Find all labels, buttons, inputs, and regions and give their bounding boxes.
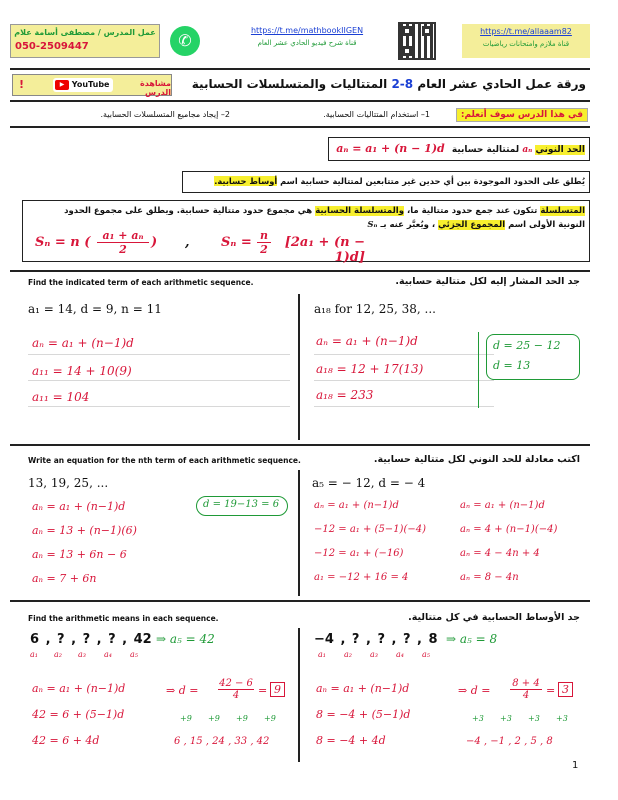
work-3a-line-1: aₙ = a₁ + (n−1)d [32, 682, 126, 695]
problem-3b-sub-3: a₃ [370, 650, 378, 659]
series-definition [22, 200, 590, 265]
work-3b-line-2: 8 = −4 + (5−1)d [316, 708, 411, 721]
watch-lesson-label[interactable]: مشاهدة الدرس [140, 79, 171, 97]
work-3a-d-result: 9 [270, 682, 285, 697]
rule [28, 354, 290, 355]
rule [314, 406, 494, 407]
work-2b-line-1: aₙ = a₁ + (n−1)d [314, 500, 399, 511]
problem-3b-sub-2: a₂ [344, 650, 352, 659]
work-3a-step-2: +9 [208, 714, 220, 723]
work-1b-line-1: aₙ = a₁ + (n−1)d [316, 334, 418, 348]
problem-3a-sub-3: a₃ [78, 650, 86, 659]
series-text-5: ، ويُعبَّر عنه بـ [380, 220, 436, 230]
youtube-label: YouTube [71, 80, 110, 89]
series-text-2: والمتسلسلة الحسابية [315, 206, 404, 216]
partial-sum-formulas [35, 229, 365, 265]
section-3 [10, 602, 590, 762]
section-1-en: Find the indicated term of each arithmetic sequence. [28, 278, 254, 287]
problem-3a-sub-2: a₂ [54, 650, 62, 659]
work-3b-d-num: 8 + 4 [510, 678, 542, 690]
work-3b-d-result: 3 [558, 682, 573, 697]
series-text-1: تتكون عند جمع حدود متتالية ما، [406, 206, 538, 216]
problem-3a-note: ⇒ a₅ = 42 [156, 632, 215, 646]
page-title [186, 77, 586, 91]
sum-formula-1-end: ) [151, 235, 158, 250]
telegram-link-left-url[interactable]: https://t.me/mathbookIIGEN [250, 26, 364, 35]
header-strip [10, 22, 590, 60]
problem-1a: a₁ = 14, d = 9, n = 11 [28, 302, 162, 316]
work-3a-d-num: 42 − 6 [219, 678, 253, 689]
objective-2: 2– إيجاد مجاميع المتسلسلات الحسابية. [100, 110, 230, 119]
section-2-vdivider [298, 470, 300, 596]
work-3b-step-2: +3 [500, 714, 512, 723]
work-3a-step-4: +9 [264, 714, 276, 723]
work-3a-line-3: 42 = 6 + 4d [32, 734, 100, 747]
work-3b-d-frac [510, 678, 542, 701]
section-1 [10, 272, 590, 440]
teacher-credit: عمل المدرس / مصطفى أسامة علام [14, 28, 156, 37]
work-1b-d-line-1: d = 25 − 12 [493, 339, 561, 352]
work-3b-d [458, 678, 584, 704]
objectives-row [10, 104, 590, 128]
section-3-vdivider [298, 628, 300, 762]
telegram-link-left[interactable] [242, 26, 372, 56]
work-3b-line-3: 8 = −4 + 4d [316, 734, 386, 747]
problem-3a-seq: 6 , ? , ? , ? , 42 [30, 632, 152, 647]
work-2c-line-2: aₙ = 4 + (n−1)(−4) [460, 524, 558, 535]
problem-1b: a₁₈ for 12, 25, 38, ... [314, 302, 436, 316]
section-3-en: Find the arithmetic means in each sequence. [28, 614, 219, 623]
problem-2b: a₅ = − 12, d = − 4 [312, 476, 426, 490]
work-3a-line-2: 42 = 6 + (5−1)d [32, 708, 125, 721]
work-3b-d-label: ⇒ d = [458, 684, 491, 697]
work-1b-line-2: a₁₈ = 12 + 17(13) [316, 362, 424, 376]
teacher-phone: 050-2509447 [15, 41, 89, 52]
work-3b-d-den: 4 [522, 690, 530, 701]
teacher-credit-box [10, 24, 160, 58]
play-icon: ▶ [55, 80, 69, 90]
rule [28, 406, 290, 407]
title-main: ورقة عمل الحادي عشر العام [417, 77, 586, 91]
problem-3b-sub-5: a₅ [422, 650, 430, 659]
work-2c-line-3: aₙ = 4 − 4n + 4 [460, 548, 540, 559]
qr-code-icon [398, 22, 436, 60]
problem-3b-seq: −4 , ? , ? , ? , 8 [314, 632, 438, 647]
page-number: 1 [572, 760, 579, 771]
nth-term-symbol: aₙ [522, 145, 533, 155]
work-3a-final: 6 , 15 , 24 , 33 , 42 [174, 736, 270, 747]
telegram-link-right-url[interactable]: https://t.me/allaaam82 [480, 27, 572, 36]
sum-formula-1-frac: a₁ + aₙ 2 [97, 229, 149, 256]
nth-term-label: الحد النوني [535, 145, 585, 155]
title-lesson: المتتاليات والمتسلسلات الحسابية [191, 77, 388, 91]
problem-3a-sub-5: a₅ [130, 650, 138, 659]
sum-formula-2-frac: n 2 [257, 229, 271, 256]
work-2a-oval [196, 496, 288, 516]
sum-formula-2: Sₙ = [221, 235, 252, 250]
rule [314, 380, 494, 381]
problem-3b-note: ⇒ a₅ = 8 [446, 632, 498, 646]
youtube-logo[interactable] [53, 78, 113, 92]
rule [28, 380, 290, 381]
means-text: يُطلق على الحدود الموجودة بين أي حدين غير متتابعين لمتتالية حسابية اسم [280, 176, 585, 186]
work-1b-divider [478, 332, 479, 408]
work-1a-line-1: aₙ = a₁ + (n−1)d [32, 336, 134, 350]
sum-formula-1: Sₙ = n ( [35, 235, 91, 250]
work-2a-oval-text: d = 19−13 = 6 [203, 499, 280, 510]
title-number: 8-2 [391, 77, 414, 91]
series-text-4: النونية الأولى اسم [508, 220, 585, 230]
work-2c-line-4: aₙ = 8 − 4n [460, 572, 519, 583]
problem-3a-sub-4: a₄ [104, 650, 112, 659]
work-3b-final: −4 , −1 , 2 , 5 , 8 [466, 736, 553, 747]
nth-term-definition [328, 137, 590, 161]
work-3b-step-4: +3 [556, 714, 568, 723]
nth-term-formula: aₙ = a₁ + (n − 1)d [336, 142, 445, 155]
work-3b-d-eq: = [546, 684, 556, 697]
work-3b-step-1: +3 [472, 714, 484, 723]
work-2a-line-3: aₙ = 13 + 6n − 6 [32, 548, 127, 561]
section-2 [10, 446, 590, 596]
work-1b-d-box [486, 334, 580, 380]
work-3a-step-1: +9 [180, 714, 192, 723]
series-term: المجموع الجزئي [438, 220, 506, 230]
series-text-3: هي مجموع حدود متتالية حسابية. ويطلق على مجموع الحدود [64, 206, 313, 216]
work-2b-line-2: −12 = a₁ + (5−1)(−4) [314, 524, 426, 535]
section-2-ar: اكتب معادلة للحد النوني لكل متتالية حسابية. [373, 454, 580, 465]
work-3a-d-frac [218, 678, 254, 701]
formula-separator: , [185, 235, 190, 250]
arithmetic-means-definition [182, 171, 590, 193]
work-2a-line-1: aₙ = a₁ + (n−1)d [32, 500, 126, 513]
work-3a-d-label: ⇒ d = [166, 684, 199, 697]
section-3-ar: جد الأوساط الحسابية في كل متتالية. [408, 612, 580, 623]
objectives-label: في هذا الدرس سوف أتعلم: [456, 108, 588, 122]
series-symbol: Sₙ [367, 220, 378, 230]
work-3b-line-1: aₙ = a₁ + (n−1)d [316, 682, 410, 695]
work-2a-line-4: aₙ = 7 + 6n [32, 572, 97, 585]
work-3a-d [166, 678, 292, 704]
rule [314, 354, 494, 355]
work-1a-line-2: a₁₁ = 14 + 10(9) [32, 364, 132, 378]
work-3a-step-3: +9 [236, 714, 248, 723]
work-1a-line-3: a₁₁ = 104 [32, 390, 90, 404]
problem-3b-sub-1: a₁ [318, 650, 326, 659]
work-2b-line-4: a₁ = −12 + 16 = 4 [314, 572, 409, 583]
means-term: أوساط حسابية. [214, 176, 278, 186]
section-1-ar: جد الحد المشار إليه لكل متتالية حسابية. [395, 276, 580, 287]
objective-1: 1– استخدام المتتاليات الحسابية. [323, 110, 430, 119]
work-3a-d-eq: = [258, 684, 268, 697]
red-marker: ! [19, 78, 25, 91]
work-1b-d-line-2: d = 13 [493, 359, 531, 372]
series-label: المتسلسلة [540, 206, 585, 216]
work-1b-line-3: a₁₈ = 233 [316, 388, 374, 402]
sum-formula-2-end: [2a₁ + (n − 1)d] [284, 235, 365, 265]
work-3a-d-den: 4 [232, 690, 240, 701]
problem-3b-sub-4: a₄ [396, 650, 404, 659]
whatsapp-icon: ✆ [170, 26, 200, 56]
work-2c-line-1: aₙ = a₁ + (n−1)d [460, 500, 545, 511]
telegram-link-left-caption: قناة شرح فيديو الحادي عشر العام [257, 39, 357, 47]
section-1-vdivider [298, 294, 300, 440]
work-2a-line-2: aₙ = 13 + (n−1)(6) [32, 524, 137, 537]
telegram-link-right-caption: قناة ملازم وامتحانات رياضيات [482, 40, 570, 48]
telegram-link-right[interactable] [462, 24, 590, 58]
title-bar [10, 68, 590, 102]
problem-3a-sub-1: a₁ [30, 650, 38, 659]
work-2b-line-3: −12 = a₁ + (−16) [314, 548, 404, 559]
youtube-box[interactable] [12, 74, 172, 96]
nth-term-suffix: لمتتالية حسابية [451, 145, 520, 155]
problem-2a: 13, 19, 25, ... [28, 476, 109, 490]
work-3b-step-3: +3 [528, 714, 540, 723]
section-2-en: Write an equation for the nth term of each arithmetic sequence. [28, 456, 301, 465]
